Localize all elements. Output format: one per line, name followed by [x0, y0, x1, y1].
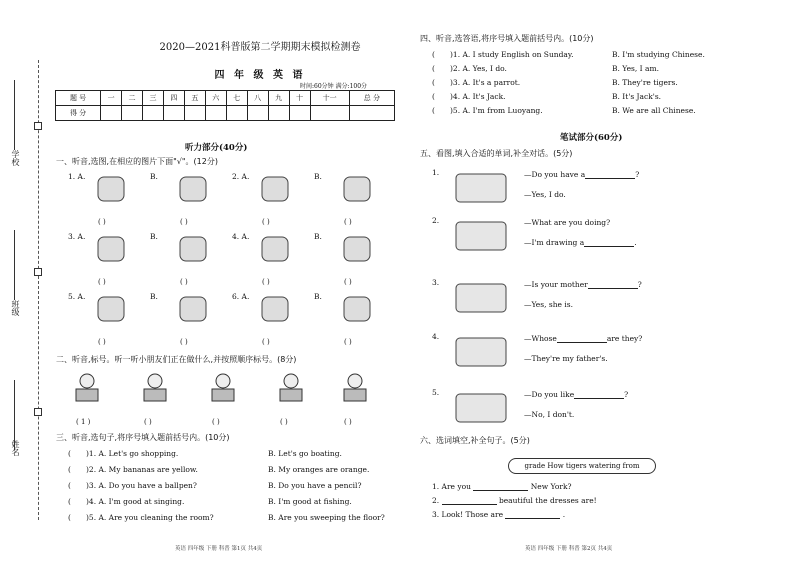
dialog-line-1: —Do you have a ?: [524, 170, 640, 179]
order-paren[interactable]: ( ): [280, 418, 288, 426]
answer-paren[interactable]: (: [68, 481, 71, 490]
order-paren[interactable]: ( ): [212, 418, 220, 426]
q1-option-label: B.: [150, 232, 158, 241]
answer-paren[interactable]: (: [432, 64, 435, 73]
kid-activity-icon: [138, 372, 172, 402]
blank-input[interactable]: [442, 497, 497, 505]
scene-icon: [452, 334, 510, 370]
q3-title: 三、听音,选句子,将序号填入题前括号内。(10分): [56, 433, 230, 442]
option-a: )1. A. I study English on Sunday.: [450, 50, 574, 59]
option-b: B. It's Jack's.: [612, 92, 662, 101]
order-paren: ( 1 ): [76, 418, 91, 426]
dialog-line-1: —Whose are they?: [524, 334, 643, 343]
q1-option-label: 3. A.: [68, 232, 86, 241]
option-a: )2. A. Yes, I do.: [450, 64, 507, 73]
class-label: 班级: [11, 300, 20, 316]
q6-item-3: 3. Look! Those are .: [432, 510, 566, 519]
q1-option-label: 4. A.: [232, 232, 250, 241]
answer-paren[interactable]: (: [432, 50, 435, 59]
score-header-cell: 七: [226, 91, 247, 106]
score-header-cell: 十: [289, 91, 310, 106]
word-bank: grade How tigers watering from: [508, 458, 656, 474]
blank-input[interactable]: [584, 239, 634, 247]
q5-number: 1.: [432, 168, 440, 177]
score-header-cell: 九: [268, 91, 289, 106]
score-input-cell[interactable]: [289, 106, 310, 121]
q1-option-label: 1. A.: [68, 172, 86, 181]
score-table: [55, 90, 395, 121]
blank-input[interactable]: [505, 511, 560, 519]
answer-paren[interactable]: ( ): [344, 218, 352, 226]
q5-title: 五、看图,填入合适的单词,补全对话。(5分): [420, 149, 573, 158]
option-a: )5. A. Are you cleaning the room?: [86, 513, 214, 522]
option-b: B. We are all Chinese.: [612, 106, 696, 115]
q4-title: 四、听音,选答语,将序号填入题前括号内。(10分): [420, 34, 594, 43]
q1-option-label: B.: [150, 292, 158, 301]
score-header-cell: 十一: [310, 91, 349, 106]
score-header-cell: 一: [101, 91, 122, 106]
score-header-cell: 题 号: [56, 91, 101, 106]
score-input-cell[interactable]: [247, 106, 268, 121]
q1-option-label: 5. A.: [68, 292, 86, 301]
dialog-line-2: —Yes, she is.: [524, 300, 573, 309]
order-paren[interactable]: ( ): [144, 418, 152, 426]
option-a: )1. A. Let's go shopping.: [86, 449, 179, 458]
dialog-line-2: —They're my father's.: [524, 354, 608, 363]
order-paren[interactable]: ( ): [344, 418, 352, 426]
scene-icon: [452, 218, 510, 254]
q1-option-label: B.: [150, 172, 158, 181]
option-a: )4. A. It's Jack.: [450, 92, 506, 101]
option-a: )3. A. It's a parrot.: [450, 78, 521, 87]
score-input-cell[interactable]: [268, 106, 289, 121]
answer-paren[interactable]: ( ): [180, 338, 188, 346]
q1-option-label: B.: [314, 232, 322, 241]
blank-input[interactable]: [585, 171, 635, 179]
score-input-cell[interactable]: [205, 106, 226, 121]
score-input-cell[interactable]: [143, 106, 164, 121]
answer-paren[interactable]: (: [432, 106, 435, 115]
answer-paren[interactable]: ( ): [262, 218, 270, 226]
q6-item-2: 2. beautiful the dresses are!: [432, 496, 597, 505]
kid-activity-icon: [70, 372, 104, 402]
dialog-line-1: —What are you doing?: [524, 218, 611, 227]
dialog-line-2: —Yes, I do.: [524, 190, 566, 199]
answer-paren[interactable]: ( ): [180, 278, 188, 286]
q1-option-label: B.: [314, 172, 322, 181]
kid-activity-icon: [338, 372, 372, 402]
score-input-cell[interactable]: [101, 106, 122, 121]
dialog-line-2: —No, I don't.: [524, 410, 575, 419]
score-input-cell[interactable]: [310, 106, 349, 121]
answer-paren[interactable]: ( ): [98, 278, 106, 286]
school-label: 学校: [11, 150, 20, 166]
dialog-line-1: —Is your mother ?: [524, 280, 642, 289]
blank-input[interactable]: [588, 281, 638, 289]
score-header-cell: 三: [143, 91, 164, 106]
class-line: [14, 230, 15, 300]
score-input-cell[interactable]: [122, 106, 143, 121]
q1-option-label: 2. A.: [232, 172, 250, 181]
school-line: [14, 80, 15, 150]
binding-strip: [0, 0, 50, 562]
blank-input[interactable]: [574, 391, 624, 399]
exam-title: 2020—2021科普版第二学期期末模拟检测卷: [159, 42, 361, 53]
dialog-line-2: —I'm drawing a .: [524, 238, 637, 247]
q2-title: 二、听音,标号。听一听小朋友们正在做什么,并按照顺序标号。(8分): [56, 355, 297, 364]
q5-number: 4.: [432, 332, 440, 341]
score-input-cell[interactable]: [349, 106, 394, 121]
seal-mark: [34, 268, 42, 276]
option-a: )5. A. I'm from Luoyang.: [450, 106, 543, 115]
score-header-cell: 二: [122, 91, 143, 106]
footer-left: 英语 四年级 下册 科普 第1页 共4页: [175, 546, 263, 552]
score-header-cell: 总 分: [349, 91, 394, 106]
q6-title: 六、选词填空,补全句子。(5分): [420, 436, 530, 445]
picture-icon: [340, 174, 374, 204]
option-b: B. They're tigers.: [612, 78, 678, 87]
seal-mark: [34, 408, 42, 416]
score-header-cell: 四: [163, 91, 184, 106]
writing-heading: 笔试部分(60分): [560, 133, 623, 143]
answer-paren[interactable]: (: [68, 465, 71, 474]
q1-option-label: 6. A.: [232, 292, 250, 301]
q5-number: 3.: [432, 278, 440, 287]
answer-paren[interactable]: ( ): [344, 278, 352, 286]
q5-number: 2.: [432, 216, 440, 225]
scene-icon: [452, 280, 510, 316]
q1-title: 一、听音,选图,在相应的图片下面"√"。(12分): [56, 157, 218, 166]
picture-icon: [94, 234, 128, 264]
picture-icon: [176, 174, 210, 204]
picture-icon: [258, 294, 292, 324]
seal-mark: [34, 122, 42, 130]
dialog-line-1: —Do you like ?: [524, 390, 629, 399]
picture-icon: [258, 234, 292, 264]
answer-paren[interactable]: (: [68, 497, 71, 506]
exam-subtitle: 四 年 级 英 语: [214, 70, 306, 81]
answer-paren[interactable]: ( ): [262, 278, 270, 286]
answer-paren[interactable]: ( ): [180, 218, 188, 226]
picture-icon: [340, 234, 374, 264]
name-label: 姓名: [11, 440, 20, 456]
score-header-cell: 六: [205, 91, 226, 106]
score-row-label: 得 分: [56, 106, 101, 121]
score-input-cell[interactable]: [184, 106, 205, 121]
picture-icon: [176, 294, 210, 324]
answer-paren[interactable]: ( ): [98, 338, 106, 346]
answer-paren[interactable]: (: [432, 92, 435, 101]
score-header-row: [56, 91, 395, 106]
listening-heading: 听力部分(40分): [185, 143, 248, 153]
option-b: B. Yes, I am.: [612, 64, 659, 73]
option-a: )3. A. Do you have a ballpen?: [86, 481, 197, 490]
score-header-cell: 八: [247, 91, 268, 106]
option-a: )2. A. My bananas are yellow.: [86, 465, 198, 474]
score-value-row: [56, 106, 395, 121]
scene-icon: [452, 390, 510, 426]
answer-paren[interactable]: (: [432, 78, 435, 87]
option-b: B. My oranges are orange.: [268, 465, 370, 474]
answer-paren[interactable]: ( ): [344, 338, 352, 346]
picture-icon: [94, 294, 128, 324]
score-header-cell: 五: [184, 91, 205, 106]
picture-icon: [94, 174, 128, 204]
picture-icon: [176, 234, 210, 264]
footer-right: 英语 四年级 下册 科普 第2页 共4页: [525, 546, 613, 552]
answer-paren[interactable]: ( ): [262, 338, 270, 346]
option-b: B. I'm good at fishing.: [268, 497, 352, 506]
answer-paren[interactable]: ( ): [98, 218, 106, 226]
kid-activity-icon: [274, 372, 308, 402]
score-input-cell[interactable]: [226, 106, 247, 121]
option-b: B. Let's go boating.: [268, 449, 342, 458]
option-b: B. I'm studying Chinese.: [612, 50, 705, 59]
kid-activity-icon: [206, 372, 240, 402]
answer-paren[interactable]: (: [68, 513, 71, 522]
q1-option-label: B.: [314, 292, 322, 301]
q5-number: 5.: [432, 388, 440, 397]
scene-icon: [452, 170, 510, 206]
name-line: [14, 380, 15, 450]
option-b: B. Are you sweeping the floor?: [268, 513, 385, 522]
blank-input[interactable]: [557, 335, 607, 343]
option-b: B. Do you have a pencil?: [268, 481, 362, 490]
answer-paren[interactable]: (: [68, 449, 71, 458]
picture-icon: [340, 294, 374, 324]
exam-meta: 时间:60分钟 满分:100分: [300, 83, 368, 90]
q6-item-1: 1. Are you New York?: [432, 482, 572, 491]
picture-icon: [258, 174, 292, 204]
score-input-cell[interactable]: [163, 106, 184, 121]
option-a: )4. A. I'm good at singing.: [86, 497, 185, 506]
blank-input[interactable]: [473, 483, 528, 491]
